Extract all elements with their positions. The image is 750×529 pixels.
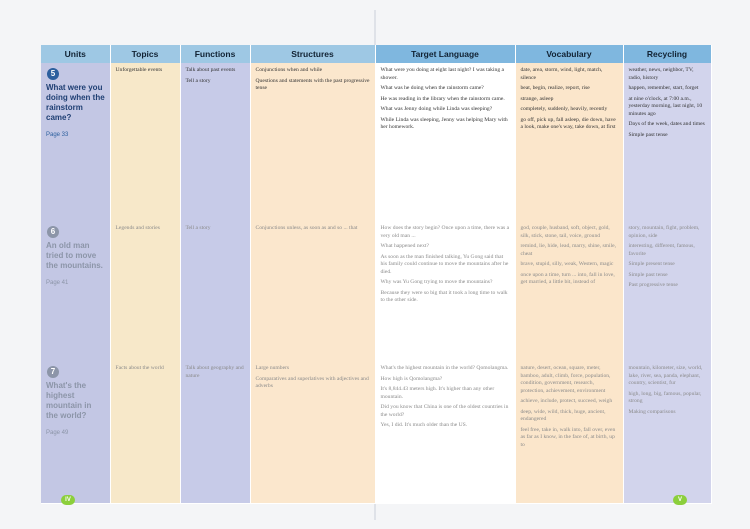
unit-cell xyxy=(41,221,110,361)
target-text: It's 8,844.43 meters high. It's higher than any other mountain. xyxy=(380,386,495,400)
target-language-cell xyxy=(375,63,515,221)
recycling-text: Making comparisons xyxy=(628,408,676,415)
structure-text: Questions and statements with the past progressive tense xyxy=(255,77,370,92)
vocab-text: beat, begin, realize, report, rise xyxy=(520,85,590,92)
vocab-text: feel free, take in, walk into, fall over, even as far as I know, in the face of, at birth, up to xyxy=(520,426,616,448)
target-text: Did you know that China is one of the oldest countries in the world? xyxy=(380,404,509,418)
function-text: Talk about past events xyxy=(185,67,236,73)
unit-title: An old man tried to move the mountains. xyxy=(46,241,103,270)
unit-row xyxy=(41,221,711,361)
unit-number-badge: 7 xyxy=(47,366,59,378)
recycling-text: high, long, big, famous, popular, strong xyxy=(628,390,702,405)
unit-page: Page 33 xyxy=(46,132,69,138)
target-text: How high is Qomolangma? xyxy=(380,375,443,382)
topic-text: Legends and stories xyxy=(115,225,160,231)
topics-cell xyxy=(110,361,180,503)
structure-text: Conjunctions when and while xyxy=(255,67,323,73)
vocab-text: once upon a time, turn ... into, fall in love, get married, a little bit, instead of xyxy=(520,271,615,286)
target-text: What were you doing at eight last night? I was taking a shower. xyxy=(380,67,504,81)
target-text: Yes, I did. It's much older than the US. xyxy=(380,422,468,429)
structures-cell xyxy=(250,221,375,361)
unit-cell xyxy=(41,361,110,503)
unit-title: What were you doing when the rainstorm came? xyxy=(46,83,105,122)
recycling-text: weather, news, neighbor, TV, radio, history xyxy=(628,67,694,81)
vocabulary-cell xyxy=(515,361,623,503)
recycling-cell xyxy=(623,361,711,503)
structure-text: Comparatives and superlatives with adjectives and adverbs xyxy=(255,375,369,390)
recycling-text: Past progressive tense xyxy=(628,282,678,289)
unit-title: What's the highest mountain in the world? xyxy=(46,381,92,420)
recycling-text: Days of the week, dates and times xyxy=(628,121,705,128)
recycling-text: Simple past tense xyxy=(628,271,668,278)
vocab-text: remind, lie, hide, lead, marry, shine, smile, cheat xyxy=(520,243,616,257)
vocab-text: achieve, include, protect, succeed, weigh xyxy=(520,398,613,405)
header-target-language: Target Language xyxy=(375,45,515,63)
target-text: Because they were so big that it took a long time to walk to the other side. xyxy=(380,289,508,304)
target-language-cell xyxy=(375,221,515,361)
structure-text: Conjunctions unless, as soon as and so ... that xyxy=(255,225,358,231)
recycling-text: happen, remember, start, forget xyxy=(628,85,699,92)
target-text: What was he doing when the rainstorm came? xyxy=(380,85,484,92)
target-text: He was reading in the library when the rainstorm came. xyxy=(380,95,505,102)
unit-page: Page 49 xyxy=(46,430,69,436)
topics-cell xyxy=(110,63,180,221)
recycling-text: story, mountain, fight, problem, opinion, side xyxy=(628,225,700,239)
recycling-text: at nine o'clock, at 7:00 a.m., yesterday morning, last night, 10 minutes ago xyxy=(628,95,703,117)
structures-cell xyxy=(250,63,375,221)
page-number-left: IV xyxy=(61,495,75,505)
header-topics: Topics xyxy=(110,45,180,63)
unit-row xyxy=(41,361,711,503)
scope-and-sequence-table xyxy=(41,45,712,504)
topic-text: Facts about the world xyxy=(115,365,164,371)
target-language-cell xyxy=(375,361,515,503)
target-text: What was Jenny doing while Linda was sleeping? xyxy=(380,106,493,113)
unit-row xyxy=(41,63,711,221)
unit-page: Page 41 xyxy=(46,280,69,286)
header-units: Units xyxy=(41,45,110,63)
header-vocabulary: Vocabulary xyxy=(515,45,623,63)
vocab-text: strange, asleep xyxy=(520,95,554,102)
function-text: Tell a story xyxy=(185,77,211,84)
header-row xyxy=(41,45,711,63)
target-text: While Linda was sleeping, Jenny was helping Mary with her homework. xyxy=(380,116,508,131)
vocab-text: date, area, storm, wind, light, match, silence xyxy=(520,67,603,81)
header-functions: Functions xyxy=(180,45,250,63)
recycling-text: mountain, kilometer, size, world, lake, river, sea, panda, elephant, country, scientist, fur xyxy=(628,365,703,387)
vocabulary-cell xyxy=(515,221,623,361)
functions-cell xyxy=(180,361,250,503)
topics-cell xyxy=(110,221,180,361)
vocab-text: deep, wide, wild, thick, huge, ancient, endangered xyxy=(520,408,606,423)
target-text: Why was Yu Gong trying to move the mountains? xyxy=(380,279,493,286)
functions-cell xyxy=(180,221,250,361)
function-text: Talk about geography and nature xyxy=(185,365,244,379)
unit-number-badge: 6 xyxy=(47,226,59,238)
recycling-text: Simple present tense xyxy=(628,261,675,268)
vocab-text: god, couple, husband, soft, object, gold, silk, stick, stone, tail, voice, ground xyxy=(520,225,610,239)
vocab-text: go off, pick up, fall asleep, die down, have a look, make one's way, take down, at first xyxy=(520,116,616,131)
target-text: How does the story begin? Once upon a time, there was a very old man ... xyxy=(380,225,510,239)
unit-number-badge: 5 xyxy=(47,68,59,80)
vocab-text: completely, suddenly, heavily, recently xyxy=(520,106,608,113)
recycling-cell xyxy=(623,221,711,361)
target-text: What's the highest mountain in the world? Qomolangma. xyxy=(380,365,509,371)
header-recycling: Recycling xyxy=(623,45,711,63)
unit-cell xyxy=(41,63,110,221)
topic-text: Unforgettable events xyxy=(115,67,163,73)
structures-cell xyxy=(250,361,375,503)
function-text: Tell a story xyxy=(185,225,211,231)
recycling-text: Simple past tense xyxy=(628,131,668,138)
vocabulary-cell xyxy=(515,63,623,221)
target-text: What happened next? xyxy=(380,243,429,250)
recycling-text: interesting, different, famous, favorite xyxy=(628,243,695,257)
structure-text: Large numbers xyxy=(255,365,290,371)
target-text: As soon as the man finished talking, Yu Gong said that his family could continue to move the mountains after he died. xyxy=(380,253,509,275)
recycling-cell xyxy=(623,63,711,221)
functions-cell xyxy=(180,63,250,221)
header-structures: Structures xyxy=(250,45,375,63)
vocab-text: nature, desert, ocean, square, meter, bamboo, adult, climb, force, population, condition, government, research, protection, achievement, environment xyxy=(520,365,611,394)
page-number-right: V xyxy=(673,495,687,505)
vocab-text: brave, stupid, silly, weak, Western, magic xyxy=(520,261,614,268)
